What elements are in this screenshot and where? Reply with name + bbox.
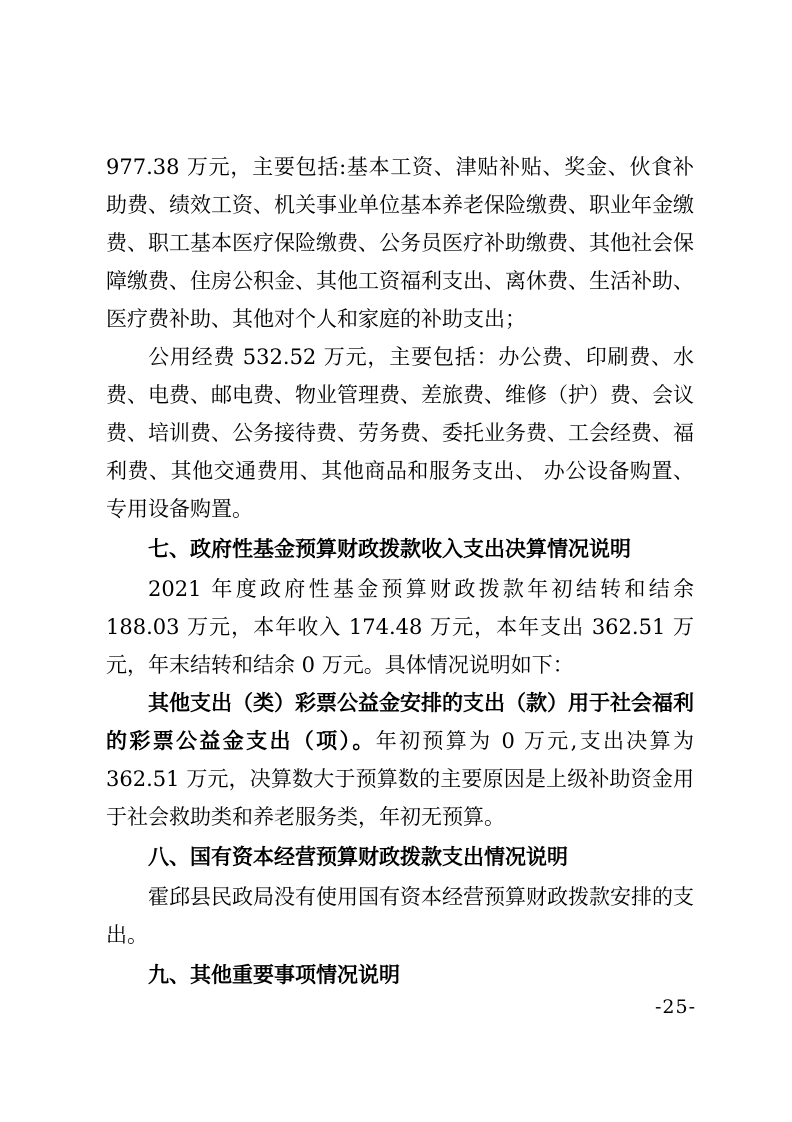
paragraph-lottery bbox=[106, 684, 694, 836]
document-body bbox=[106, 148, 694, 994]
paragraph-state-capital: 霍邱县民政局没有使用国有资本经营预算财政拨款安排的支出。 bbox=[106, 885, 694, 947]
paragraph-public-funds: 公用经费 532.52 万元，主要包括：办公费、印刷费、水费、电费、邮电费、物业管理费、差旅费、维修（护）费、会议费、培训费、公务接待费、劳务费、委托业务费、工会经费、福利费、其他交通费用、其他商品和服务支出、 办公设备购置、专用设备购置。 bbox=[106, 345, 694, 521]
paragraph-salary-continued: 977.38 万元，主要包括:基本工资、津贴补贴、奖金、伙食补助费、绩效工资、机关事业单位基本养老保险缴费、职业年金缴费、职工基本医疗保险缴费、公务员医疗补助缴费、其他社会保障缴费、住房公积金、其他工资福利支出、离休费、生活补助、医疗费补助、其他对个人和家庭的补助支出； bbox=[106, 155, 694, 331]
paragraph-lottery-bold-segment: 其他支出（类）彩票公益金安排的支出（款）用于社会福利的彩票公益金支出（项）。 bbox=[106, 691, 694, 753]
page-number: -25- bbox=[654, 996, 696, 1018]
section-heading-seven: 七、政府性基金预算财政拨款收入支出决算情况说明 bbox=[148, 537, 631, 561]
paragraph-fund-summary: 2021 年度政府性基金预算财政拨款年初结转和结余 188.03 万元，本年收入 174.48 万元，本年支出 362.51 万元，年末结转和结余 0 万元。具体情况说明如下： bbox=[106, 577, 694, 677]
paragraph-lottery-rest-segment: 年初预算为 0 万元,支出决算为 362.51 万元，决算数大于预算数的主要原因是上级补助资金用于社会救助类和养老服务类，年初无预算。 bbox=[106, 729, 695, 829]
section-heading-eight: 八、国有资本经营预算财政拨款支出情况说明 bbox=[148, 845, 568, 869]
section-heading-nine: 九、其他重要事项情况说明 bbox=[148, 963, 400, 987]
